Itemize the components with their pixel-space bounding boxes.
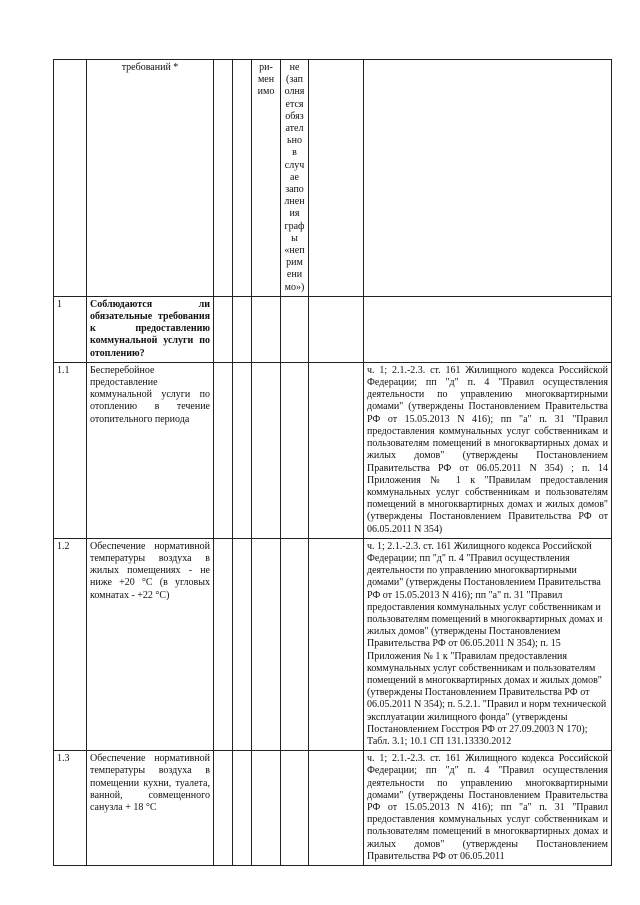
row-reference: ч. 1; 2.1.-2.3. ст. 161 Жилищного кодекса Российской Федерации; пп "д" п. 4 "Правил осуществления деятельности по управлению многоквартирными домами" (утверждены Постановлением Правительства РФ от 15.05.2013 N 416); пп "а" п. 31 "Правил предоставления коммунальных услуг собственникам и пользователям помещений в многоквартирных домах и жилых домов" (утверждены Постановлением Правительства РФ от 06.05.2011 N 354) ; п. 14 Приложения № 1 к "Правилам предоставления коммунальных услуг собственникам и пользователям помещений в многоквартирных домах и жилых домов" (утверждены Постановлением Правительства РФ от 06.05.2011 N 354) xyxy=(364,362,612,538)
empty-cell xyxy=(309,538,364,750)
row-question: Обеспечение нормативной температуры воздуха в жилых помещениях - не ниже +20 °С (в угловых комнатах - +22 °С) xyxy=(87,538,214,750)
empty-cell xyxy=(309,751,364,866)
answer-no-cell[interactable] xyxy=(233,538,252,750)
row-number: 1.3 xyxy=(54,751,87,866)
note-cell[interactable] xyxy=(281,751,309,866)
row-reference: ч. 1; 2.1.-2.3. ст. 161 Жилищного кодекса Российской Федерации; пп "д" п. 4 "Правил осуществления деятельности по управлению многоквартирными домами" (утверждены Постановлением Правительства РФ от 15.05.2013 N 416); пп "а" п. 31 "Правил предоставления коммунальных услуг собственникам и пользователям помещений в многоквартирных домах и жилых домов" (утверждены Постановлением Правительства РФ от 06.05.2011 xyxy=(364,751,612,866)
answer-yes-cell[interactable] xyxy=(214,751,233,866)
row-reference xyxy=(364,296,612,362)
note-cell[interactable] xyxy=(281,538,309,750)
header-cell-empty xyxy=(309,60,364,297)
answer-not-applicable-cell[interactable] xyxy=(252,362,281,538)
note-cell[interactable] xyxy=(281,362,309,538)
row-number: 1 xyxy=(54,296,87,362)
answer-yes-cell[interactable] xyxy=(214,296,233,362)
table-row xyxy=(54,362,612,538)
answer-not-applicable-cell[interactable] xyxy=(252,751,281,866)
header-cell-no xyxy=(233,60,252,297)
header-cell-note: не (заполняется обязательно в случае заполнения графы «неприменимо») xyxy=(281,60,309,297)
row-number: 1.2 xyxy=(54,538,87,750)
header-cell-yes xyxy=(214,60,233,297)
table-row xyxy=(54,296,612,362)
answer-no-cell[interactable] xyxy=(233,362,252,538)
header-cell-reference xyxy=(364,60,612,297)
answer-yes-cell[interactable] xyxy=(214,538,233,750)
header-cell-not-applicable: ри-мен имо xyxy=(252,60,281,297)
answer-not-applicable-cell[interactable] xyxy=(252,538,281,750)
answer-no-cell[interactable] xyxy=(233,751,252,866)
answer-yes-cell[interactable] xyxy=(214,362,233,538)
row-number: 1.1 xyxy=(54,362,87,538)
row-reference: ч. 1; 2.1.-2.3. ст. 161 Жилищного кодекса Российской Федерации; пп "д" п. 4 "Правил осуществления деятельности по управлению многоквартирными домами" (утверждены Постановлением Правительства РФ от 15.05.2013 N 416); пп "а" п. 31 "Правил предоставления коммунальных услуг собственникам и пользователям помещений в многоквартирных домах и жилых домов" (утверждены Постановлением Правительства РФ от 06.05.2011 N 354); п. 15 Приложения № 1 к "Правилам предоставления коммунальных услуг собственникам и пользователям помещений в многоквартирных домах и жилых домов" (утверждены Постановлением Правительства РФ от 06.05.2011 N 354); п. 5.2.1. "Правил и норм технической эксплуатации жилищного фонда" (утверждены Постановлением Госстроя РФ от 27.09.2003 N 170); Табл. 3.1; 10.1 СП 131.13330.2012 xyxy=(364,538,612,750)
table-row xyxy=(54,751,612,866)
header-cell-criteria: требований * xyxy=(87,60,214,297)
row-question: Бесперебойное предоставление коммунальной услуги по отоплению в течение отопительного периода xyxy=(87,362,214,538)
header-cell-number xyxy=(54,60,87,297)
row-question: Соблюдаются ли обязательные требования к предоставлению коммунальной услуги по отоплению? xyxy=(87,296,214,362)
answer-no-cell[interactable] xyxy=(233,296,252,362)
table-header-continuation-row xyxy=(54,60,612,297)
empty-cell xyxy=(309,362,364,538)
table-row xyxy=(54,538,612,750)
empty-cell xyxy=(309,296,364,362)
answer-not-applicable-cell[interactable] xyxy=(252,296,281,362)
note-cell[interactable] xyxy=(281,296,309,362)
checklist-table xyxy=(53,59,612,866)
row-question: Обеспечение нормативной температуры воздуха в помещении кухни, туалета, ванной, совмещенного санузла + 18 °С xyxy=(87,751,214,866)
